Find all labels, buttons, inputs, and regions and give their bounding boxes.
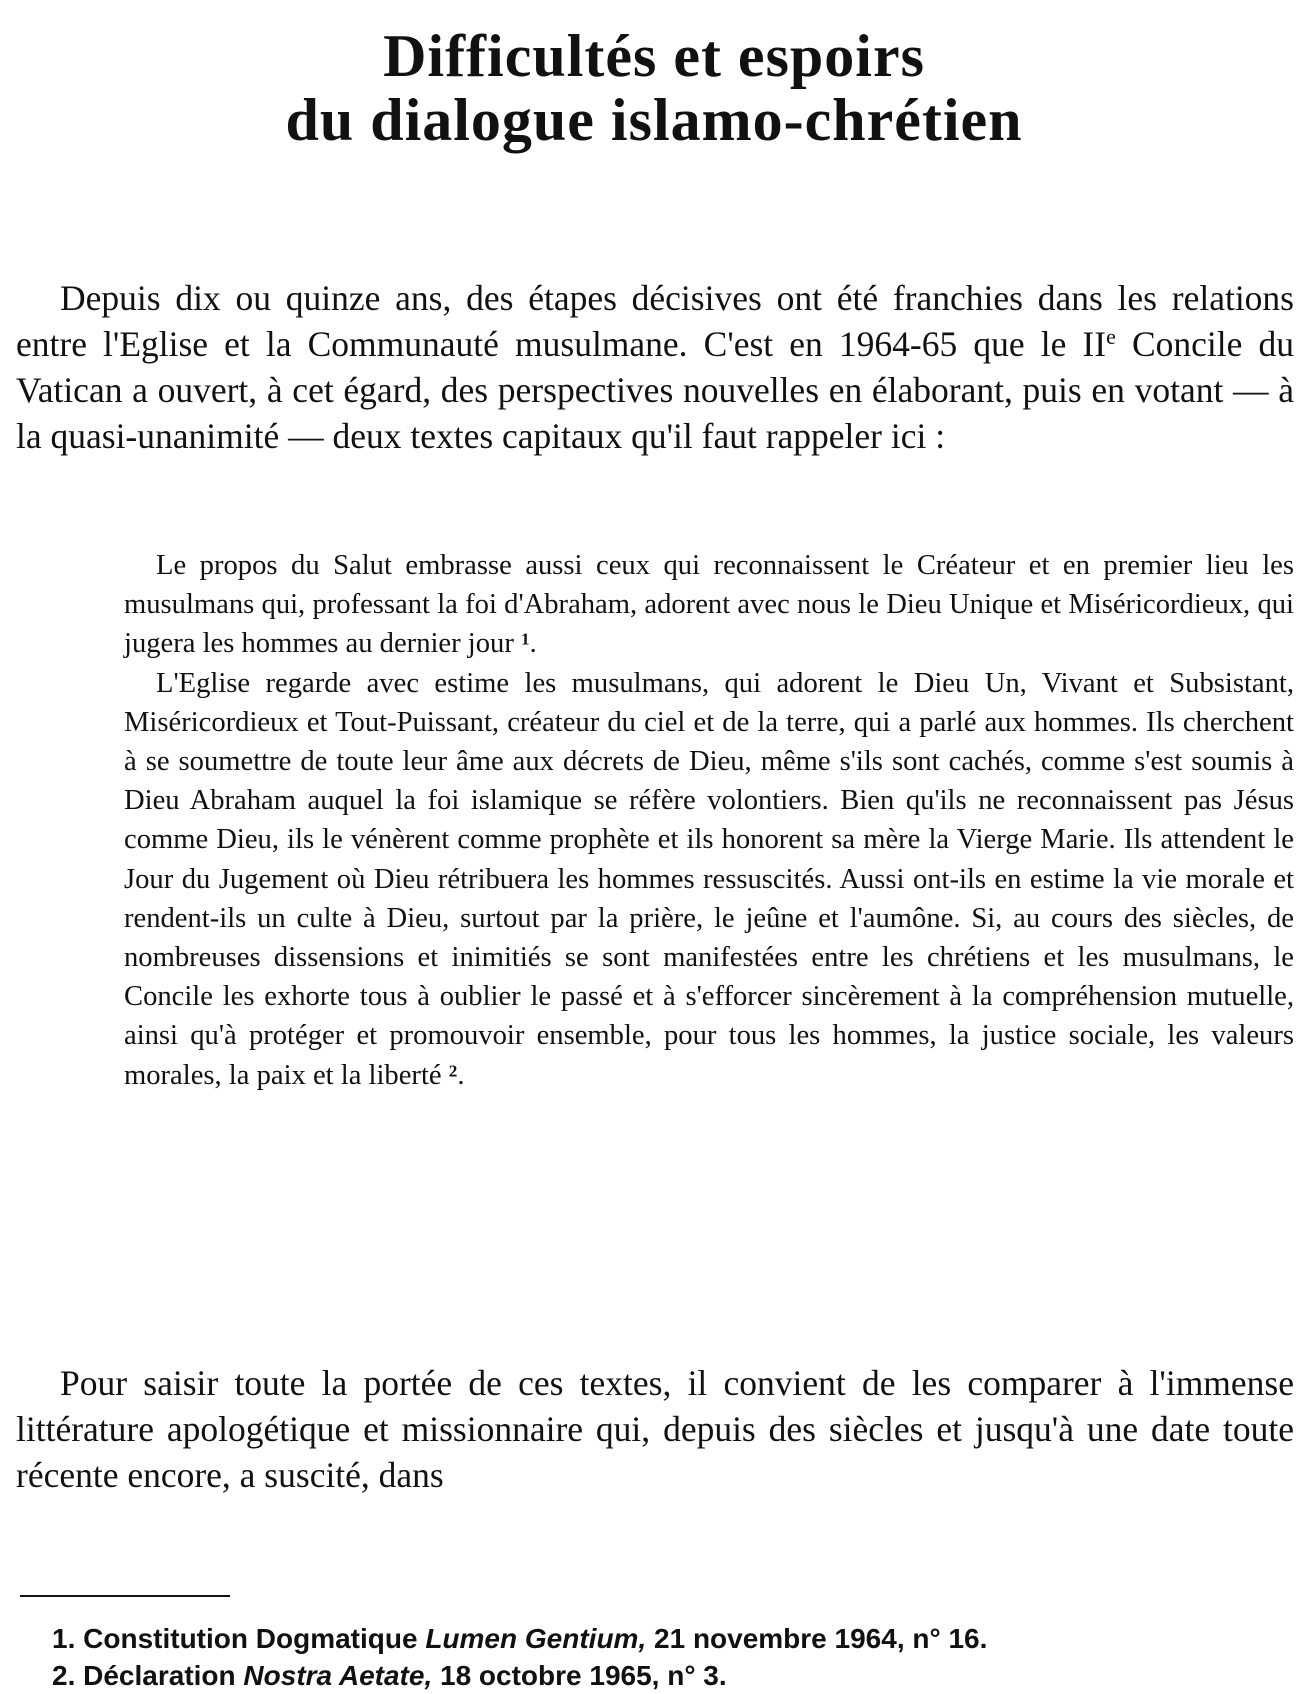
footnote-number: 2. — [52, 1660, 76, 1691]
ordinal-superscript: e — [1106, 323, 1116, 349]
second-paragraph-text: Pour saisir toute la portée de ces textes, il convient de les comparer à l'immense littérature apologétique et missionnaire qui, depuis des siècles et jusqu'à une date toute récente encore, a suscité, dans — [16, 1363, 1294, 1495]
footnote-date: 18 octobre 1965, n° 3. — [432, 1660, 727, 1691]
footnote-number: 1. — [52, 1623, 76, 1654]
footnotes — [52, 1620, 1252, 1694]
intro-paragraph-part-1: Depuis dix ou quinze ans, des étapes décisives ont été franchies dans les relations entre l'Eglise et la Communauté musulmane. C'est en 1964-65 que le II — [16, 278, 1294, 364]
footnote-title: Lumen Gentium, — [425, 1623, 647, 1654]
article-title-line-1: Difficultés et espoirs — [383, 23, 925, 89]
article-title — [0, 24, 1308, 152]
article-title-line-2: du dialogue islamo-chrétien — [285, 87, 1023, 153]
footnote-1 — [52, 1620, 1252, 1657]
block-quotation — [124, 546, 1294, 1095]
quotation-lumen-gentium — [124, 546, 1294, 664]
footnote-title: Nostra Aetate, — [243, 1660, 433, 1691]
quotation-1-text: Le propos du Salut embrasse aussi ceux qui reconnaissent le Créateur et en premier lieu les musulmans qui, professant la foi d'Abraham, adorent avec nous le Dieu Unique et Miséricordieux, qui jugera les hommes au dernier jour — [124, 550, 1294, 660]
footnote-reference-1: 1 — [521, 629, 530, 649]
second-paragraph — [16, 1360, 1294, 1498]
quotation-nostra-aetate — [124, 664, 1294, 1095]
intro-paragraph-part-2: Concile du Vatican a ouvert, à cet égard, des perspectives nouvelles en élaborant, puis en votant — à la quasi-unanimité — deux textes capitaux qu'il faut rappeler ici : — [16, 324, 1294, 456]
quotation-1-end: . — [529, 628, 537, 660]
footnote-date: 21 novembre 1964, n° 16. — [646, 1623, 988, 1654]
footnote-divider — [20, 1595, 230, 1597]
footnote-reference-2: 2 — [448, 1060, 458, 1080]
quotation-2-end: . — [457, 1059, 465, 1091]
footnote-2 — [52, 1657, 1252, 1694]
footnote-text: Déclaration — [75, 1660, 244, 1691]
intro-paragraph — [16, 275, 1294, 459]
quotation-2-text: L'Eglise regarde avec estime les musulmans, qui adorent le Dieu Un, Vivant et Subsistant, Miséricordieux et Tout-Puissant, créateur du ciel et de la terre, qui a parlé aux hommes. Ils cherchent à se soumettre de toute leur âme aux décrets de Dieu, même s'ils sont cachés, comme s'est soumis à Dieu Abraham auquel la foi islamique se réfère volontiers. Bien qu'ils ne reconnaissent pas Jésus comme Dieu, ils le vénèrent comme prophète et ils honorent sa mère la Vierge Marie. Ils attendent le Jour du Jugement où Dieu rétribuera les hommes ressuscités. Aussi ont-ils en estime la vie morale et rendent-ils un culte à Dieu, surtout par la prière, le jeûne et l'aumône. Si, au cours des siècles, de nombreuses dissensions et inimitiés se sont manifestées entre les chrétiens et les musulmans, le Concile les exhorte tous à oublier le passé et à s'efforcer sincèrement à la compréhension mutuelle, ainsi qu'à protéger et promouvoir ensemble, pour tous les hommes, la justice sociale, les valeurs morales, la paix et la liberté — [124, 667, 1294, 1091]
footnote-text: Constitution Dogmatique — [75, 1623, 426, 1654]
